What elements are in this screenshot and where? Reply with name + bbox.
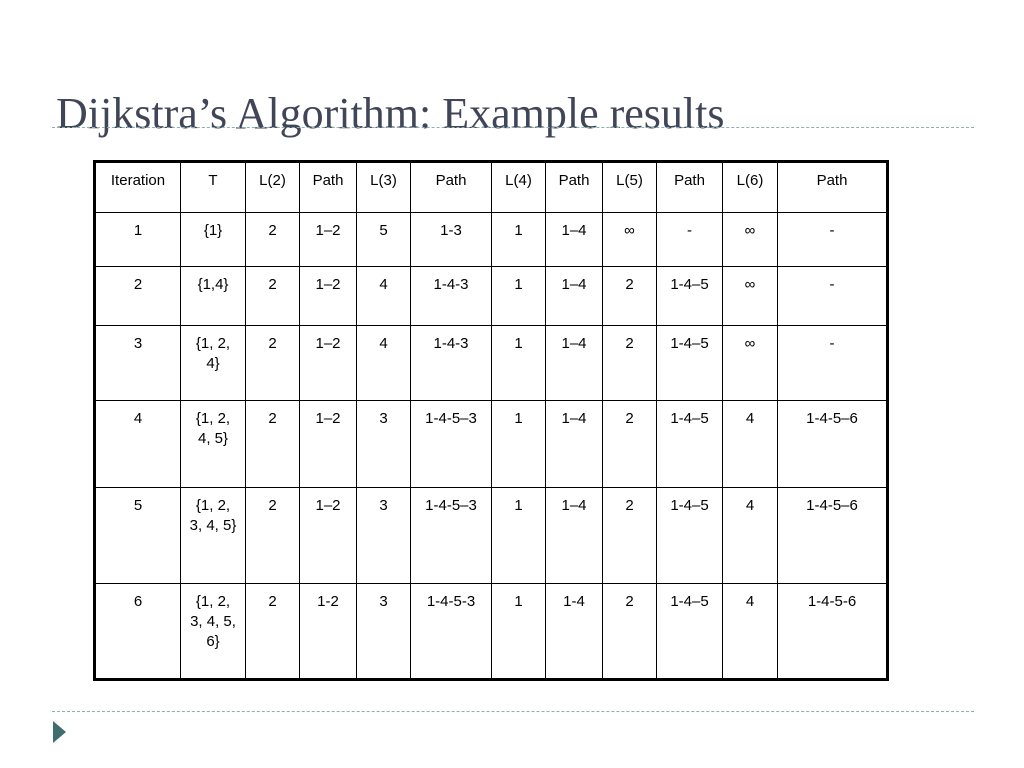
cell-l5: 2 [603, 401, 657, 488]
table-header-row [95, 162, 888, 213]
cell-path-6: - [778, 213, 888, 267]
cell-path-4: 1–4 [546, 401, 603, 488]
cell-path-4: 1–4 [546, 488, 603, 584]
header-path-4: Path [546, 162, 603, 213]
cell-iteration: 1 [95, 213, 181, 267]
cell-path-6: - [778, 326, 888, 401]
header-t: T [181, 162, 246, 213]
cell-l5: 2 [603, 326, 657, 401]
cell-path-6: 1-4-5–6 [778, 401, 888, 488]
cell-t: {1,4} [181, 267, 246, 326]
triangle-right-icon [53, 721, 66, 743]
cell-t: {1, 2, 4, 5} [181, 401, 246, 488]
cell-l5: 2 [603, 584, 657, 680]
cell-iteration: 6 [95, 584, 181, 680]
cell-path-4: 1–4 [546, 213, 603, 267]
cell-path-3: 1-4-3 [411, 267, 492, 326]
header-path-6: Path [778, 162, 888, 213]
cell-path-4: 1–4 [546, 267, 603, 326]
header-path-2: Path [300, 162, 357, 213]
cell-l3: 4 [357, 326, 411, 401]
cell-t: {1} [181, 213, 246, 267]
cell-l5: ∞ [603, 213, 657, 267]
cell-l4: 1 [492, 213, 546, 267]
table-row [95, 401, 888, 488]
cell-path-2: 1–2 [300, 326, 357, 401]
cell-path-2: 1–2 [300, 267, 357, 326]
cell-l3: 3 [357, 401, 411, 488]
table-row [95, 488, 888, 584]
header-path-3: Path [411, 162, 492, 213]
cell-l4: 1 [492, 401, 546, 488]
cell-l3: 3 [357, 488, 411, 584]
cell-path-3: 1-4-5–3 [411, 488, 492, 584]
cell-l2: 2 [246, 584, 300, 680]
cell-path-4: 1-4 [546, 584, 603, 680]
cell-l6: ∞ [723, 326, 778, 401]
cell-path-6: 1-4-5–6 [778, 488, 888, 584]
footer-divider [52, 711, 974, 712]
cell-l6: 4 [723, 401, 778, 488]
cell-iteration: 4 [95, 401, 181, 488]
cell-l4: 1 [492, 584, 546, 680]
cell-l2: 2 [246, 213, 300, 267]
cell-path-4: 1–4 [546, 326, 603, 401]
cell-t: {1, 2, 4} [181, 326, 246, 401]
cell-l2: 2 [246, 488, 300, 584]
cell-l3: 3 [357, 584, 411, 680]
header-iteration: Iteration [95, 162, 181, 213]
header-path-5: Path [657, 162, 723, 213]
cell-path-6: - [778, 267, 888, 326]
table-row [95, 213, 888, 267]
table-row [95, 267, 888, 326]
table-row [95, 584, 888, 680]
slide-title: Dijkstra’s Algorithm: Example results [56, 89, 725, 138]
cell-l3: 5 [357, 213, 411, 267]
cell-l6: ∞ [723, 267, 778, 326]
header-l2: L(2) [246, 162, 300, 213]
header-l5: L(5) [603, 162, 657, 213]
cell-path-5: 1-4–5 [657, 584, 723, 680]
cell-path-2: 1-2 [300, 584, 357, 680]
cell-iteration: 5 [95, 488, 181, 584]
cell-l6: 4 [723, 584, 778, 680]
cell-path-5: - [657, 213, 723, 267]
cell-l6: ∞ [723, 213, 778, 267]
header-l3: L(3) [357, 162, 411, 213]
cell-path-3: 1-4-5–3 [411, 401, 492, 488]
cell-path-5: 1-4–5 [657, 267, 723, 326]
cell-iteration: 2 [95, 267, 181, 326]
cell-path-3: 1-4-3 [411, 326, 492, 401]
cell-path-5: 1-4–5 [657, 401, 723, 488]
cell-path-2: 1–2 [300, 213, 357, 267]
cell-l2: 2 [246, 326, 300, 401]
cell-l4: 1 [492, 267, 546, 326]
table-row [95, 326, 888, 401]
cell-l2: 2 [246, 267, 300, 326]
header-l4: L(4) [492, 162, 546, 213]
cell-path-5: 1-4–5 [657, 488, 723, 584]
cell-path-2: 1–2 [300, 488, 357, 584]
cell-t: {1, 2, 3, 4, 5, 6} [181, 584, 246, 680]
cell-l2: 2 [246, 401, 300, 488]
cell-path-2: 1–2 [300, 401, 357, 488]
cell-l3: 4 [357, 267, 411, 326]
cell-path-3: 1-3 [411, 213, 492, 267]
results-table [93, 160, 889, 681]
cell-iteration: 3 [95, 326, 181, 401]
cell-path-6: 1-4-5-6 [778, 584, 888, 680]
header-l6: L(6) [723, 162, 778, 213]
title-divider [52, 127, 974, 128]
cell-t: {1, 2, 3, 4, 5} [181, 488, 246, 584]
cell-path-3: 1-4-5-3 [411, 584, 492, 680]
cell-l5: 2 [603, 488, 657, 584]
cell-l6: 4 [723, 488, 778, 584]
cell-l5: 2 [603, 267, 657, 326]
cell-l4: 1 [492, 488, 546, 584]
cell-l4: 1 [492, 326, 546, 401]
cell-path-5: 1-4–5 [657, 326, 723, 401]
